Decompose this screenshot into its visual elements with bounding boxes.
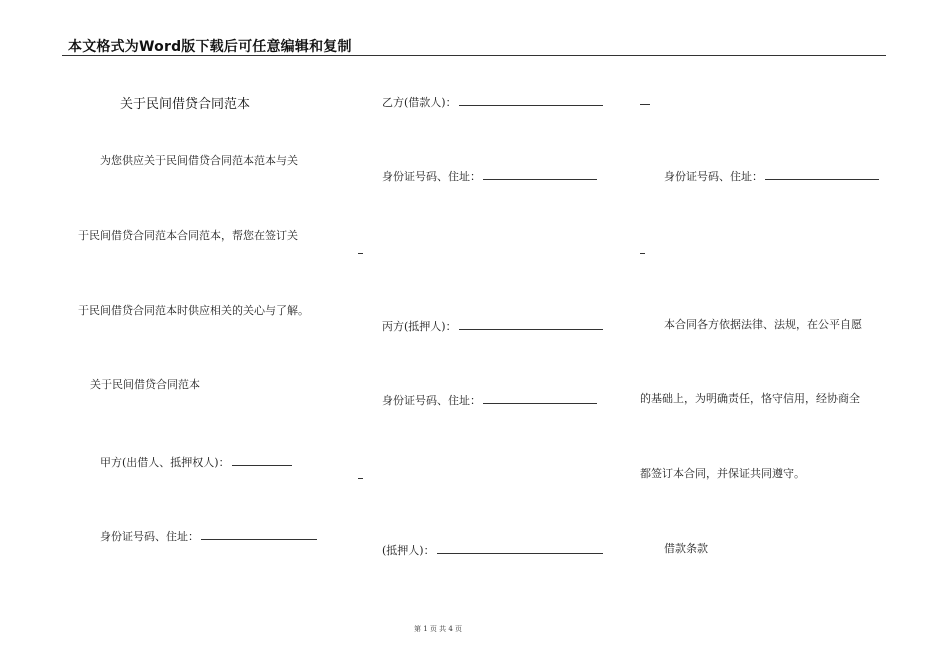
- party-b-id-blank[interactable]: [483, 168, 597, 180]
- party-c-id-label: 身份证号码、住址：: [382, 394, 481, 407]
- body-line-3: 都签订本合同，并保证共同遵守。: [640, 467, 805, 480]
- contract-subtitle: 关于民间借贷合同范本: [90, 378, 200, 391]
- party-a-blank[interactable]: [232, 454, 292, 466]
- intro-line-1: 为您供应关于民间借贷合同范本范本与关: [100, 154, 298, 167]
- party-b-id-row: [382, 168, 597, 184]
- col3-id-row: [664, 168, 879, 184]
- page-footer: 第 1 页 共 4 页: [414, 625, 463, 633]
- party-a-id-blank[interactable]: [201, 528, 317, 540]
- party-c-id-blank[interactable]: [483, 392, 597, 404]
- mortgagor-row: [382, 542, 603, 558]
- party-a-label: 甲方(出借人、抵押权人)：: [100, 456, 230, 469]
- party-b-id-label: 身份证号码、住址：: [382, 170, 481, 183]
- party-a-row: [100, 454, 292, 470]
- party-c-id-row: [382, 392, 597, 408]
- document-header: 本文格式为Word版下载后可任意编辑和复制: [68, 39, 352, 55]
- section-heading: 借款条款: [664, 542, 708, 555]
- mortgagor-blank[interactable]: [437, 542, 603, 554]
- party-a-id-label: 身份证号码、住址：: [100, 530, 199, 543]
- column-mark: [640, 104, 650, 105]
- document-title: 关于民间借贷合同范本: [120, 97, 251, 112]
- party-c-blank[interactable]: [459, 318, 603, 330]
- mortgagor-label: (抵押人)：: [382, 544, 435, 557]
- party-b-blank[interactable]: [459, 94, 603, 106]
- party-c-label: 丙方(抵押人)：: [382, 320, 457, 333]
- intro-line-2: 于民间借贷合同范本合同范本，帮您在签订关: [78, 229, 298, 242]
- column-mark: [358, 478, 363, 479]
- party-c-row: [382, 318, 603, 334]
- party-a-id-row: [100, 528, 317, 544]
- body-line-2: 的基础上，为明确责任，恪守信用，经协商全: [640, 392, 860, 405]
- column-mark: [640, 253, 645, 254]
- party-b-label: 乙方(借款人)：: [382, 96, 457, 109]
- col3-id-blank[interactable]: [765, 168, 879, 180]
- column-mark: [358, 253, 363, 254]
- intro-line-3: 于民间借贷合同范本时供应相关的关心与了解。: [78, 304, 309, 317]
- body-line-1: 本合同各方依据法律、法规，在公平自愿: [664, 318, 862, 331]
- party-b-row: [382, 94, 603, 110]
- header-rule: [62, 55, 886, 56]
- col3-id-label: 身份证号码、住址：: [664, 170, 763, 183]
